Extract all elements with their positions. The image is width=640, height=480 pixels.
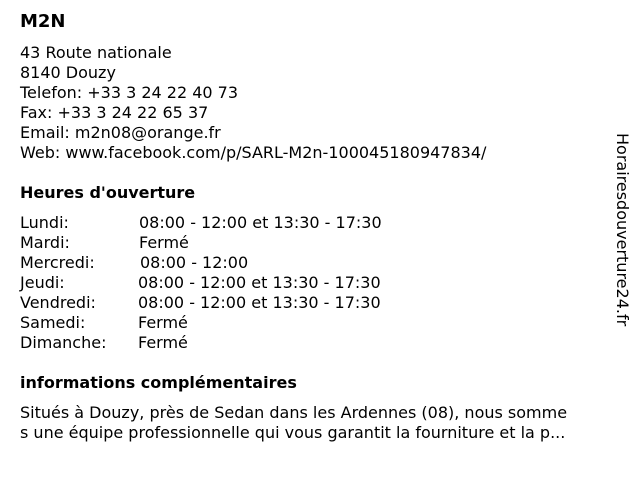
day-label: Mardi: <box>20 233 70 252</box>
web-line: Web: www.facebook.com/p/SARL-M2n-100045180947834/ <box>20 143 487 162</box>
description-line-1: Situés à Douzy, près de Sedan dans les Ardennes (08), nous somme <box>20 403 568 422</box>
description <box>20 403 620 443</box>
time-value: 08:00 - 12:00 et 13:30 - 17:30 <box>139 213 382 232</box>
time-value: Fermé <box>138 333 188 352</box>
additional-info-heading: informations complémentaires <box>20 373 297 392</box>
hours-row-thursday <box>20 273 440 293</box>
day-label: Samedi: <box>20 313 86 332</box>
hours-row-wednesday <box>20 253 440 273</box>
hours-row-friday <box>20 293 440 313</box>
time-value: Fermé <box>139 233 189 252</box>
address-city: 8140 Douzy <box>20 63 116 82</box>
day-label: Dimanche: <box>20 333 107 352</box>
hours-row-monday <box>20 213 440 233</box>
hours-row-tuesday <box>20 233 440 253</box>
day-label: Vendredi: <box>20 293 96 312</box>
phone-line: Telefon: +33 3 24 22 40 73 <box>20 83 239 102</box>
hours-row-sunday <box>20 333 440 353</box>
day-label: Lundi: <box>20 213 69 232</box>
address-street: 43 Route nationale <box>20 43 172 62</box>
day-label: Jeudi: <box>20 273 65 292</box>
description-line-2: s une équipe professionnelle qui vous garantit la fourniture et la p... <box>20 423 566 442</box>
day-label: Mercredi: <box>20 253 95 272</box>
email-line: Email: m2n08@orange.fr <box>20 123 221 142</box>
opening-hours-table <box>20 213 440 353</box>
time-value: 08:00 - 12:00 <box>140 253 249 272</box>
hours-row-saturday <box>20 313 440 333</box>
business-name: M2N <box>20 11 66 32</box>
time-value: Fermé <box>138 313 188 332</box>
time-value: 08:00 - 12:00 et 13:30 - 17:30 <box>138 293 381 312</box>
opening-hours-heading: Heures d'ouverture <box>20 183 196 202</box>
time-value: 08:00 - 12:00 et 13:30 - 17:30 <box>138 273 381 292</box>
site-watermark: Horairesdouverture24.fr <box>613 133 632 327</box>
contact-block <box>20 43 486 163</box>
fax-line: Fax: +33 3 24 22 65 37 <box>20 103 209 122</box>
